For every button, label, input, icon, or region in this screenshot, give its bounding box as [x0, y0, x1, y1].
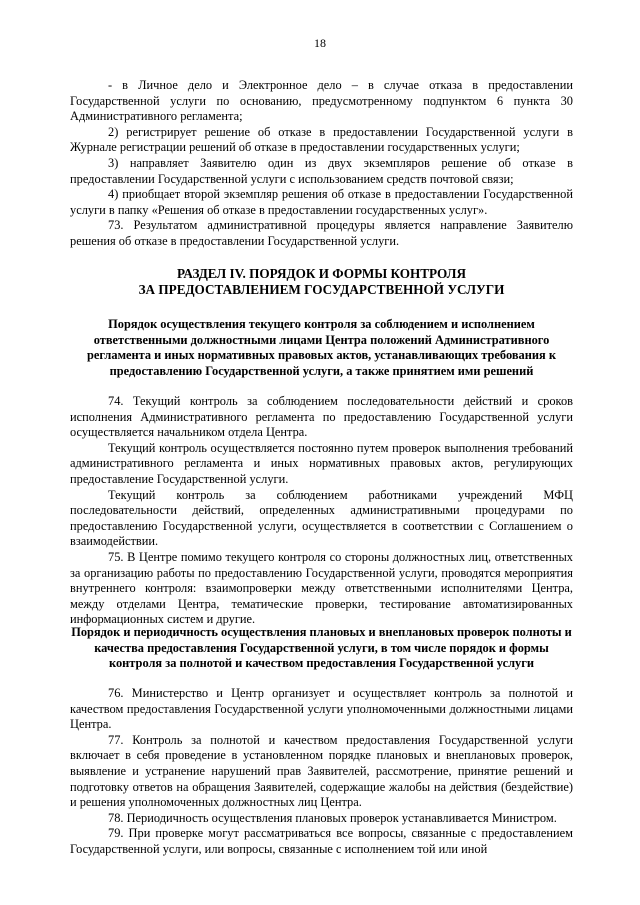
subheading: Порядок осуществления текущего контроля за соблюдением и исполнением ответственными должностными лицами Центра положений Административного регламента и иных нормативных правовых актов, устанавливающих требования к предоставлению Государственной услуги, а также принятием ими решений: [87, 317, 556, 378]
subheading-current-control: [70, 317, 573, 379]
page-number: 18: [314, 36, 326, 50]
paragraph: 78. Периодичность осуществления плановых проверок устанавливается Министром.: [108, 810, 557, 825]
paragraph: 73. Результатом административной процедуры является направление Заявителю решения об отказе в предоставлении Государственной услуги.: [70, 218, 573, 248]
paragraph: 77. Контроль за полнотой и качеством предоставления Государственной услуги включает в себя проведение в установленном порядке плановых и внеплановых проверок, выявление и устранение нарушений прав Заявителей, рассмотрение, принятие решений и подготовку ответов на обращения Заявителей, содержащие жалобы на действия (бездействие) и решения уполномоченных должностных лиц Центра.: [70, 732, 573, 810]
paragraph: 74. Текущий контроль за соблюдением последовательности действий и сроков исполнения Административного регламента по предоставлению Государственной услуги осуществляется начальником отдела Центра.: [70, 394, 573, 440]
section-heading: [70, 266, 573, 298]
paragraph: - в Личное дело и Электронное дело – в случае отказа в предоставлении Государственной услуги по основанию, предусмотренному подпунктом 6 пункта 30 Административного регламента;: [70, 78, 573, 124]
paragraph: Текущий контроль осуществляется постоянно путем проверок выполнения требований административного регламента и иных нормативных правовых актов, регулирующих предоставление Государственной услуги.: [70, 440, 573, 486]
paragraph: 4) приобщает второй экземпляр решения об отказе в предоставлении Государственной услуги в папку «Решения об отказе в предоставлении государственных услуг».: [70, 187, 573, 217]
paragraph-block-1: [70, 78, 573, 250]
paragraph: 3) направляет Заявителю один из двух экземпляров решение об отказе в предоставлении Государственной услуги с использованием средств почтовой связи;: [70, 155, 573, 186]
section-title-line-2: ЗА ПРЕДОСТАВЛЕНИЕМ ГОСУДАРСТВЕННОЙ УСЛУГИ: [138, 282, 505, 297]
section-title-line-1: РАЗДЕЛ IV. ПОРЯДОК И ФОРМЫ КОНТРОЛЯ: [177, 266, 466, 281]
paragraph-block-3: [70, 686, 573, 858]
subheading: Порядок и периодичность осуществления плановых и внеплановых проверок полноты и качества предоставления Государственной услуги, в том числе порядок и формы контроля за полнотой и качеством предоставления Государственной услуги: [71, 625, 572, 671]
paragraph: 76. Министерство и Центр организует и осуществляет контроль за полнотой и качеством предоставления Государственной услуги уполномоченными должностными лицами Центра.: [70, 686, 573, 732]
paragraph: 75. В Центре помимо текущего контроля со стороны должностных лиц, ответственных за организацию работы по предоставлению Государственной услуги, проводятся мероприятия внутреннего контроля: взаимопроверки между ответственными исполнителями Центра, между отделами Центра, тематические проверки, тестирование автоматизированных информационных систем и другие.: [70, 549, 573, 627]
paragraph-block-2: [70, 394, 573, 628]
subheading-inspections: [70, 625, 573, 672]
paragraph: 2) регистрирует решение об отказе в предоставлении Государственной услуги в Журнале регистрации решений об отказе в предоставлении государственных услуги;: [70, 124, 573, 155]
paragraph: Текущий контроль за соблюдением работниками учреждений МФЦ последовательности действий, определенных административными процедурами по предоставлению Государственной услуги, осуществляется в соответствии с Соглашением о взаимодействии.: [70, 487, 573, 549]
paragraph: 79. При проверке могут рассматриваться все вопросы, связанные с предоставлением Государственной услуги, или вопросы, связанные с исполнением той или иной: [70, 826, 573, 856]
